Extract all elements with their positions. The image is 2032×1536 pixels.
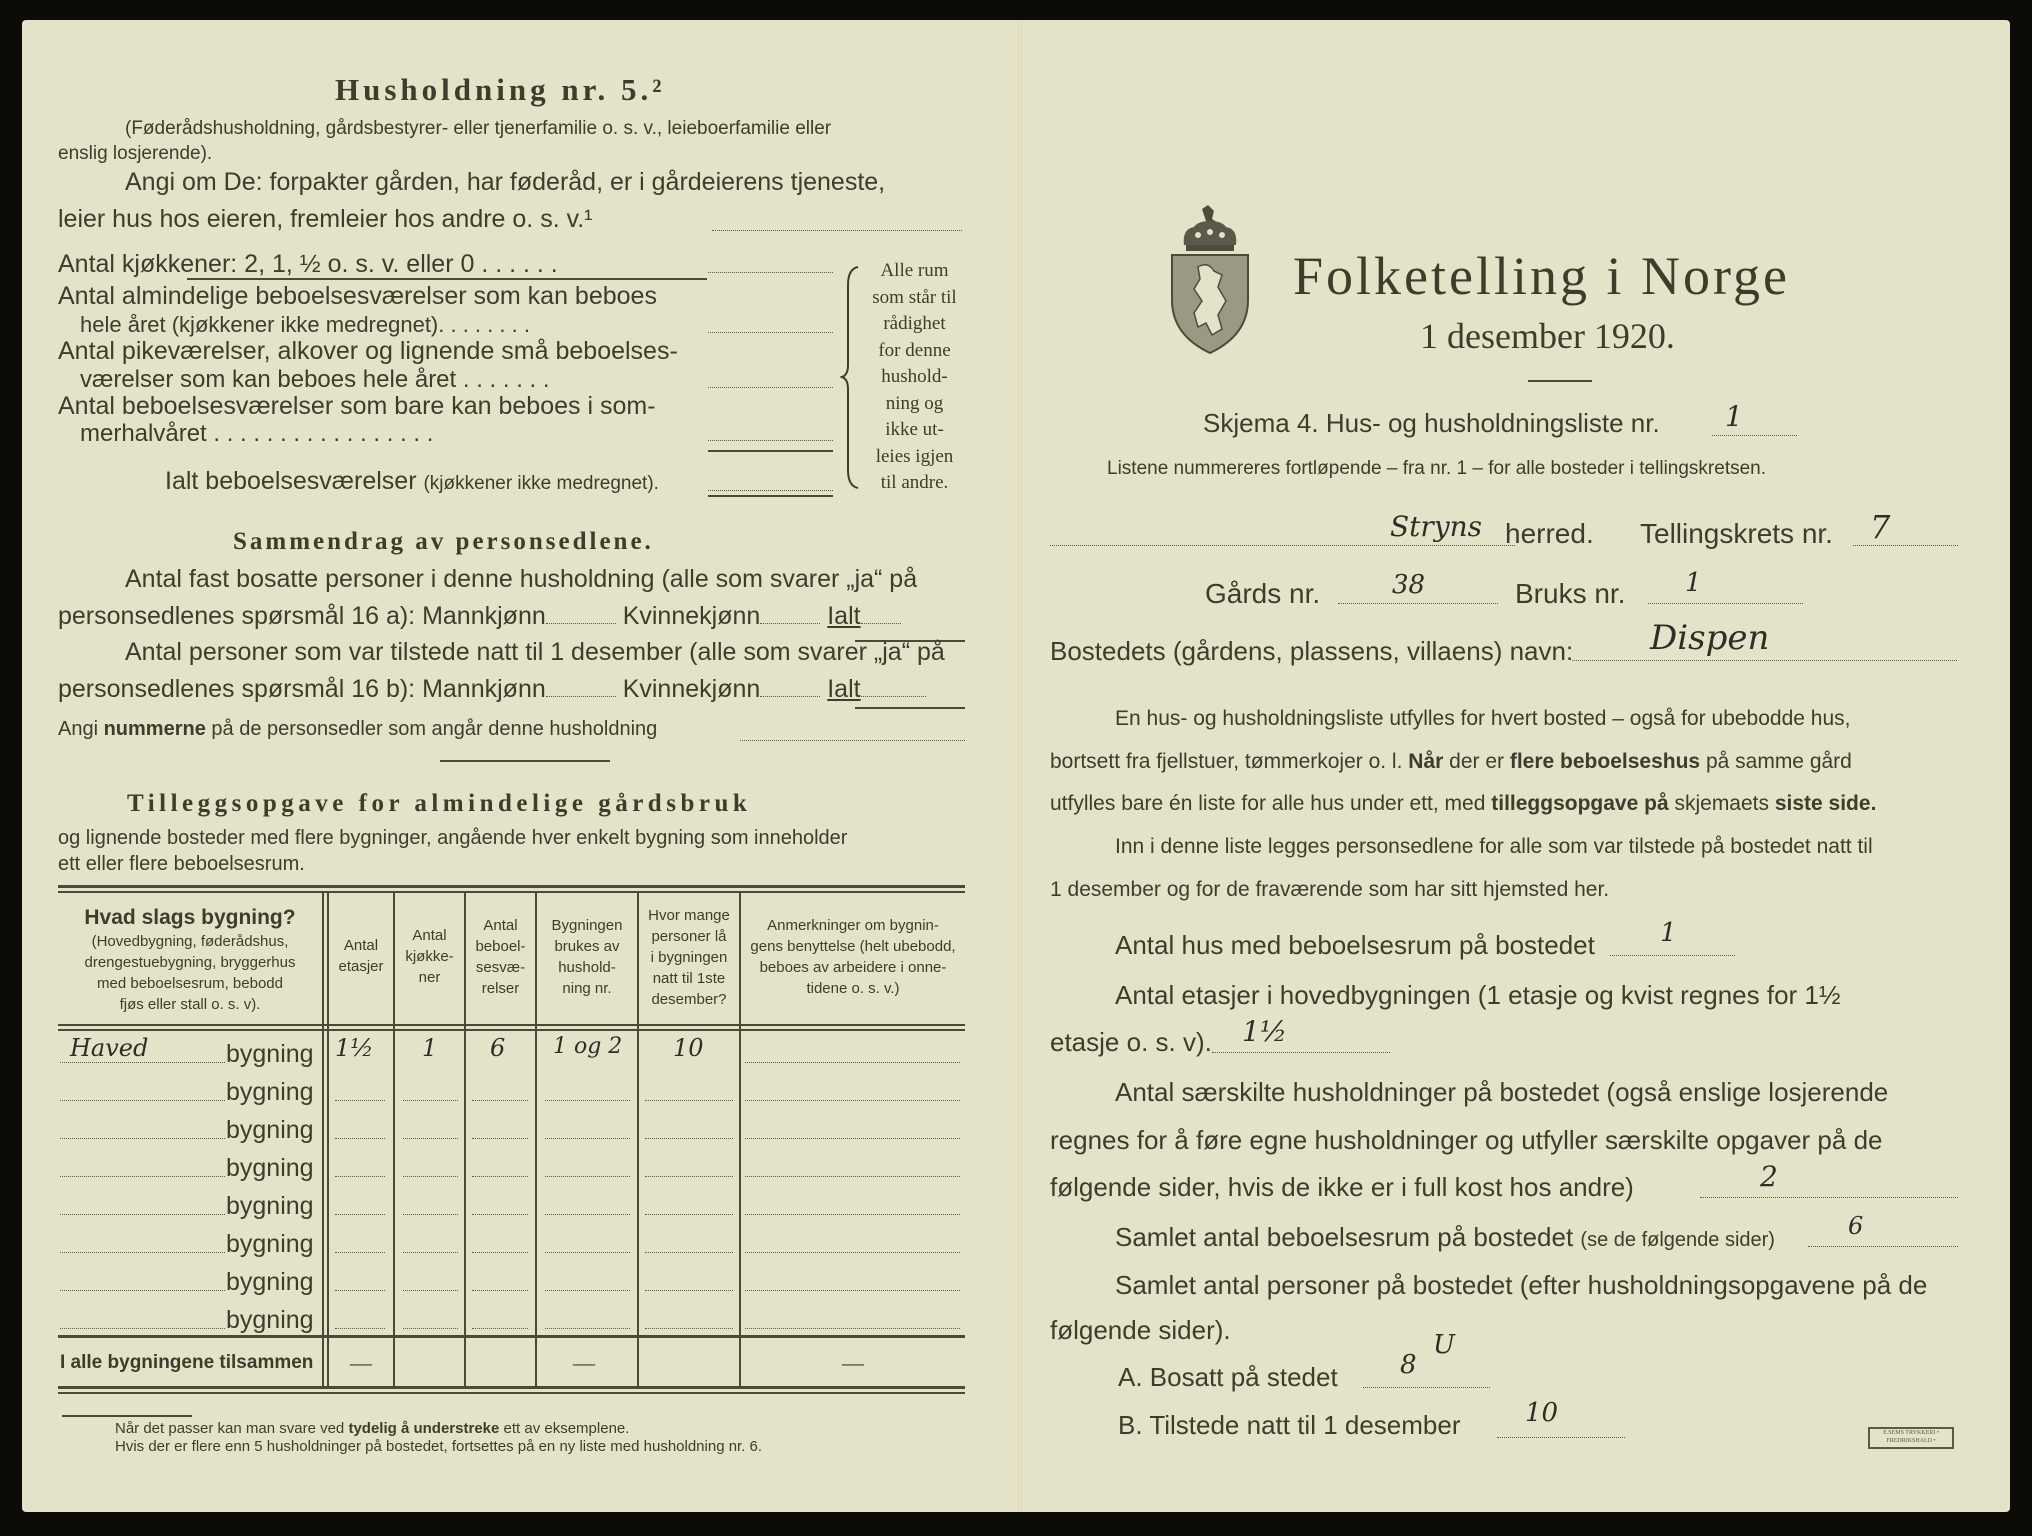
list-number-field[interactable] [1712,435,1797,436]
row-suffix: bygning [226,1040,314,1068]
divider [187,278,707,280]
supplement-desc-1: og lignende bosteder med flere bygninger, angående hver enkelt bygning som inneholder [58,827,848,849]
households-field[interactable] [1700,1197,1958,1198]
table-header-rule [58,1029,965,1031]
building-type-cell[interactable] [60,1100,225,1101]
floors-cell[interactable] [335,1100,385,1101]
persons-cell[interactable] [645,1328,733,1329]
herred-field[interactable] [1050,545,1515,546]
summary-line-2: personsedlenes spørsmål 16 a): Mannkjønn Kvinnekjønn Ialt [58,602,901,631]
rooms-cell[interactable] [472,1138,528,1139]
remarks-cell[interactable] [745,1252,960,1253]
households-value[interactable]: 2 [1760,1160,1778,1193]
footnote-2: Hvis der er flere enn 5 husholdninger på bostedet, fortsettes på en ny liste med husholdning nr. 6. [115,1438,763,1455]
building-type-cell[interactable] [60,1214,225,1215]
rooms-cell[interactable] [472,1176,528,1177]
table-bottom-rule [58,1392,965,1394]
resident-field[interactable] [1363,1387,1490,1388]
persons-cell[interactable]: 10 [673,1034,704,1062]
building-type-cell[interactable]: Haved [70,1034,149,1062]
total-rooms-value[interactable]: 6 [1848,1212,1864,1240]
rooms-summer-field[interactable] [708,440,833,441]
row-suffix: bygning [226,1154,314,1182]
present-label: B. Tilstede natt til 1 desember [1118,1410,1461,1440]
total-remarks: — [842,1350,864,1375]
rooms-total-field[interactable] [708,490,833,491]
resident-label: A. Bosatt på stedet [1118,1362,1338,1392]
rooms-regular-label: Antal almindelige beboelsesværelser som kan beboes [58,282,657,310]
summary-line-3: Antal personer som var tilstede natt til 1 desember (alle som svarer „ja“ på [125,638,945,666]
table-bottom-rule [58,1386,965,1389]
krets-value[interactable]: 7 [1870,508,1891,546]
kitchens-cell[interactable] [403,1290,458,1291]
table-header-rule [58,1024,965,1026]
floors-cell[interactable] [335,1214,385,1215]
instruction-1-line-3: utfylles bare én liste for alle hus under ett, med tilleggsopgave på skjemaets siste side. [1050,792,1877,815]
header-floors: Antal etasjer [338,937,384,975]
bosted-field[interactable] [1572,660,1957,661]
numbers-field[interactable] [740,740,965,741]
present-female-field[interactable] [760,696,820,697]
building-type-cell[interactable] [60,1290,225,1291]
header-persons: Hvor mange personer lå i bygningen natt til 1ste desember? [648,907,730,1008]
remarks-cell[interactable] [745,1062,960,1063]
instruction-2-line-2: 1 desember og for de fraværende som har sitt hjemsted her. [1050,878,1610,901]
building-type-cell[interactable] [60,1328,225,1329]
household-cell[interactable]: 1 og 2 [553,1034,623,1059]
bruks-field[interactable] [1648,603,1803,604]
households-label-3: følgende sider, hvis de ikke er i full kost hos andre) [1050,1172,1634,1202]
building-type-cell[interactable] [60,1252,225,1253]
numbering-note: Listene nummereres fortløpende – fra nr. 1 – for alle bosteder i tellingskretsen. [1107,458,1767,479]
total-persons-label-2: følgende sider). [1050,1315,1231,1345]
present-male-field[interactable] [546,696,616,697]
divider [708,495,833,497]
occupancy-field[interactable] [712,230,962,231]
gards-value[interactable]: 38 [1392,570,1426,600]
herred-label: herred. [1505,518,1594,549]
kitchens-cell[interactable] [403,1100,458,1101]
brace-note: Alle rum som står til rådighet for denne hushold- ning og ikke ut- leies igjen til andre. [872,260,957,493]
instruction-1-line-1: En hus- og husholdningsliste utfylles for hvert bosted – også for ubebodde hus, [1115,707,1851,730]
floors-value[interactable]: 1½ [1242,1015,1287,1048]
total-floors: — [350,1350,372,1375]
schema-label: Skjema 4. Hus- og husholdningsliste nr. [1203,408,1660,438]
rooms-summer-label-2: merhalvåret . . . . . . . . . . . . . . . . . [80,420,434,447]
instruction-1-line-2: bortsett fra fjellstuer, tømmerkojer o. l. Når der er flere beboelseshus på samme gård [1050,750,1852,773]
footnote-rule [62,1415,192,1417]
floors-cell[interactable] [335,1252,385,1253]
households-label-1: Antal særskilte husholdninger på bostedet (også enslige losjerende [1115,1077,1889,1107]
row-suffix: bygning [226,1078,314,1106]
persons-cell[interactable] [645,1214,733,1215]
page-fold [1018,20,1022,1512]
divider [708,450,833,452]
remarks-cell[interactable] [745,1214,960,1215]
row-suffix: bygning [226,1306,314,1334]
floors-label-1: Antal etasjer i hovedbygningen (1 etasje og kvist regnes for 1½ [1115,980,1841,1010]
total-row-label: I alle bygningene tilsammen [60,1352,314,1373]
numbers-label: Angi nummerne på de personsedler som angår denne husholdning [58,718,658,740]
rooms-summer-label: Antal beboelsesværelser som bare kan beboes i som- [58,392,656,420]
total-rooms-field[interactable] [1808,1246,1958,1247]
divider [1528,380,1592,382]
persons-cell[interactable] [645,1138,733,1139]
floors-cell[interactable]: 1½ [335,1034,374,1062]
persons-cell[interactable] [645,1290,733,1291]
floors-cell[interactable] [335,1328,385,1329]
houses-label: Antal hus med beboelsesrum på bostedet [1115,930,1595,960]
kitchens-cell[interactable]: 1 [422,1034,438,1062]
row-suffix: bygning [226,1268,314,1296]
row-suffix: bygning [226,1230,314,1258]
supplement-desc-2: ett eller flere beboelsesrum. [58,853,305,875]
rooms-cell[interactable] [472,1328,528,1329]
floors-label-2: etasje o. s. v). [1050,1027,1212,1057]
row-suffix: bygning [226,1192,314,1220]
kitchens-cell[interactable] [403,1176,458,1177]
rooms-small-label: Antal pikeværelser, alkover og lignende små beboelses- [58,337,678,365]
kitchens-cell[interactable] [403,1252,458,1253]
gards-field[interactable] [1338,603,1498,604]
header-household-no: Bygningen brukes av hushold- ning nr. [551,917,623,997]
kitchens-cell[interactable] [403,1328,458,1329]
kitchens-cell[interactable] [403,1138,458,1139]
building-type-cell[interactable] [60,1138,225,1139]
table-top-rule [58,885,965,888]
kitchens-field[interactable] [708,272,833,273]
divider [855,707,965,709]
bruks-label: Bruks nr. [1515,578,1626,609]
summary-line-4: personsedlenes spørsmål 16 b): Mannkjønn Kvinnekjønn Ialt [58,675,926,704]
table-total-rule [58,1335,965,1338]
household-subtitle: (Føderådshusholdning, gårdsbestyrer- eller tjenerfamilie o. s. v., leieboerfamilie eller [125,118,832,139]
household-title: Husholdning nr. 5.² [335,72,666,107]
krets-field[interactable] [1853,545,1958,546]
rooms-small-label-2: værelser som kan beboes hele året . . . . . . . [80,366,550,393]
rooms-cell[interactable] [472,1290,528,1291]
coat-of-arms-icon [1168,205,1253,355]
houses-value[interactable]: 1 [1660,918,1677,948]
resident-total-field[interactable] [861,623,901,624]
household-cell[interactable] [545,1328,630,1329]
resident-female-field[interactable] [760,623,820,624]
herred-value[interactable]: Stryns [1390,510,1483,543]
household-cell[interactable] [545,1214,630,1215]
remarks-cell[interactable] [745,1290,960,1291]
rooms-small-field[interactable] [708,387,833,388]
question-line-2: leier hus hos eieren, fremleier hos andre o. s. v.¹ [58,205,593,233]
household-cell[interactable] [545,1252,630,1253]
printer-stamp: E.SEMS TRYKKERI • FREDRIKSHALD • [1868,1427,1954,1449]
footnote-1: Når det passer kan man svare ved tydelig å understreke ett av eksemplene. [115,1420,630,1437]
present-value[interactable]: 10 [1525,1398,1559,1428]
header-building-type: Hvad slags bygning? (Hovedbygning, føderådshus, drengestuebygning, bryggerhus med beboelsesrum, bebodd fjøs eller stall o. s. v). [84,906,296,1013]
persons-cell[interactable] [645,1252,733,1253]
table-top-rule [58,891,965,893]
rooms-cell[interactable] [472,1252,528,1253]
bosted-label: Bostedets (gårdens, plassens, villaens) navn: [1050,636,1574,666]
household-cell[interactable] [545,1100,630,1101]
rooms-cell[interactable] [472,1214,528,1215]
total-rooms-label: Samlet antal beboelsesrum på bostedet (se de følgende sider) [1115,1222,1775,1252]
resident-male-field[interactable] [546,623,616,624]
header-kitchens: Antal kjøkke- ner [405,927,454,986]
rooms-cell[interactable]: 6 [490,1034,506,1062]
supplement-title: Tilleggsopgave for almindelige gårdsbruk [127,790,752,817]
floors-cell[interactable] [335,1176,385,1177]
household-cell[interactable] [545,1290,630,1291]
brace-icon [840,265,862,490]
household-cell[interactable] [545,1138,630,1139]
floors-cell[interactable] [335,1290,385,1291]
building-type-cell[interactable] [60,1176,225,1177]
header-rooms: Antal beboel- sesvæ- relser [475,917,526,997]
present-field[interactable] [1497,1437,1625,1438]
check-mark-icon: U [1433,1330,1455,1360]
census-date: 1 desember 1920. [1420,316,1675,356]
rooms-regular-field[interactable] [708,332,833,333]
census-title: Folketelling i Norge [1293,246,1790,306]
summary-title: Sammendrag av personsedlene. [233,528,654,555]
remarks-cell[interactable] [745,1100,960,1101]
resident-value[interactable]: 8 [1400,1350,1417,1380]
kitchens-label: Antal kjøkkener: 2, 1, ½ o. s. v. eller 0 . . . . . . [58,250,558,278]
remarks-cell[interactable] [745,1328,960,1329]
households-label-2: regnes for å føre egne husholdninger og utfyller særskilte opgaver på de [1050,1125,1883,1155]
rooms-regular-label-2: hele året (kjøkkener ikke medregnet). . . . . . . . [80,312,530,337]
household-subtitle-2: enslig losjerende). [58,143,213,164]
household-cell[interactable] [545,1176,630,1177]
kitchens-cell[interactable] [403,1214,458,1215]
header-remarks: Anmerkninger om bygnin- gens benyttelse (helt ubebodd, beboes av arbeidere i onne- tidene o. s. v.) [750,917,956,997]
total-persons-label-1: Samlet antal personer på bostedet (efter husholdningsopgavene på de [1115,1270,1928,1300]
gards-label: Gårds nr. [1205,578,1321,609]
divider [440,760,610,762]
cell-line [60,1062,225,1063]
houses-field[interactable] [1610,955,1735,956]
question-line-1: Angi om De: forpakter gården, har føderåd, er i gårdeierens tjeneste, [125,168,886,196]
present-total-field[interactable] [861,696,926,697]
krets-label: Tellingskrets nr. [1640,518,1833,549]
summary-line-1: Antal fast bosatte personer i denne husholdning (alle som svarer „ja“ på [125,565,918,593]
persons-cell[interactable] [645,1176,733,1177]
persons-cell[interactable] [645,1100,733,1101]
bosted-value[interactable]: Dispen [1650,618,1770,658]
total-household: — [573,1350,595,1375]
instruction-2-line-1: Inn i denne liste legges personsedlene for alle som var tilstede på bostedet natt til [1115,835,1873,858]
rooms-total-label: Ialt beboelsesværelser (kjøkkener ikke medregnet). [165,467,659,495]
remarks-cell[interactable] [745,1176,960,1177]
list-number-value[interactable]: 1 [1725,400,1743,433]
remarks-cell[interactable] [745,1138,960,1139]
rooms-cell[interactable] [472,1100,528,1101]
row-suffix: bygning [226,1116,314,1144]
col-divider [322,893,324,1386]
bruks-value[interactable]: 1 [1685,568,1702,598]
floors-cell[interactable] [335,1138,385,1139]
floors-field[interactable] [1212,1052,1390,1053]
